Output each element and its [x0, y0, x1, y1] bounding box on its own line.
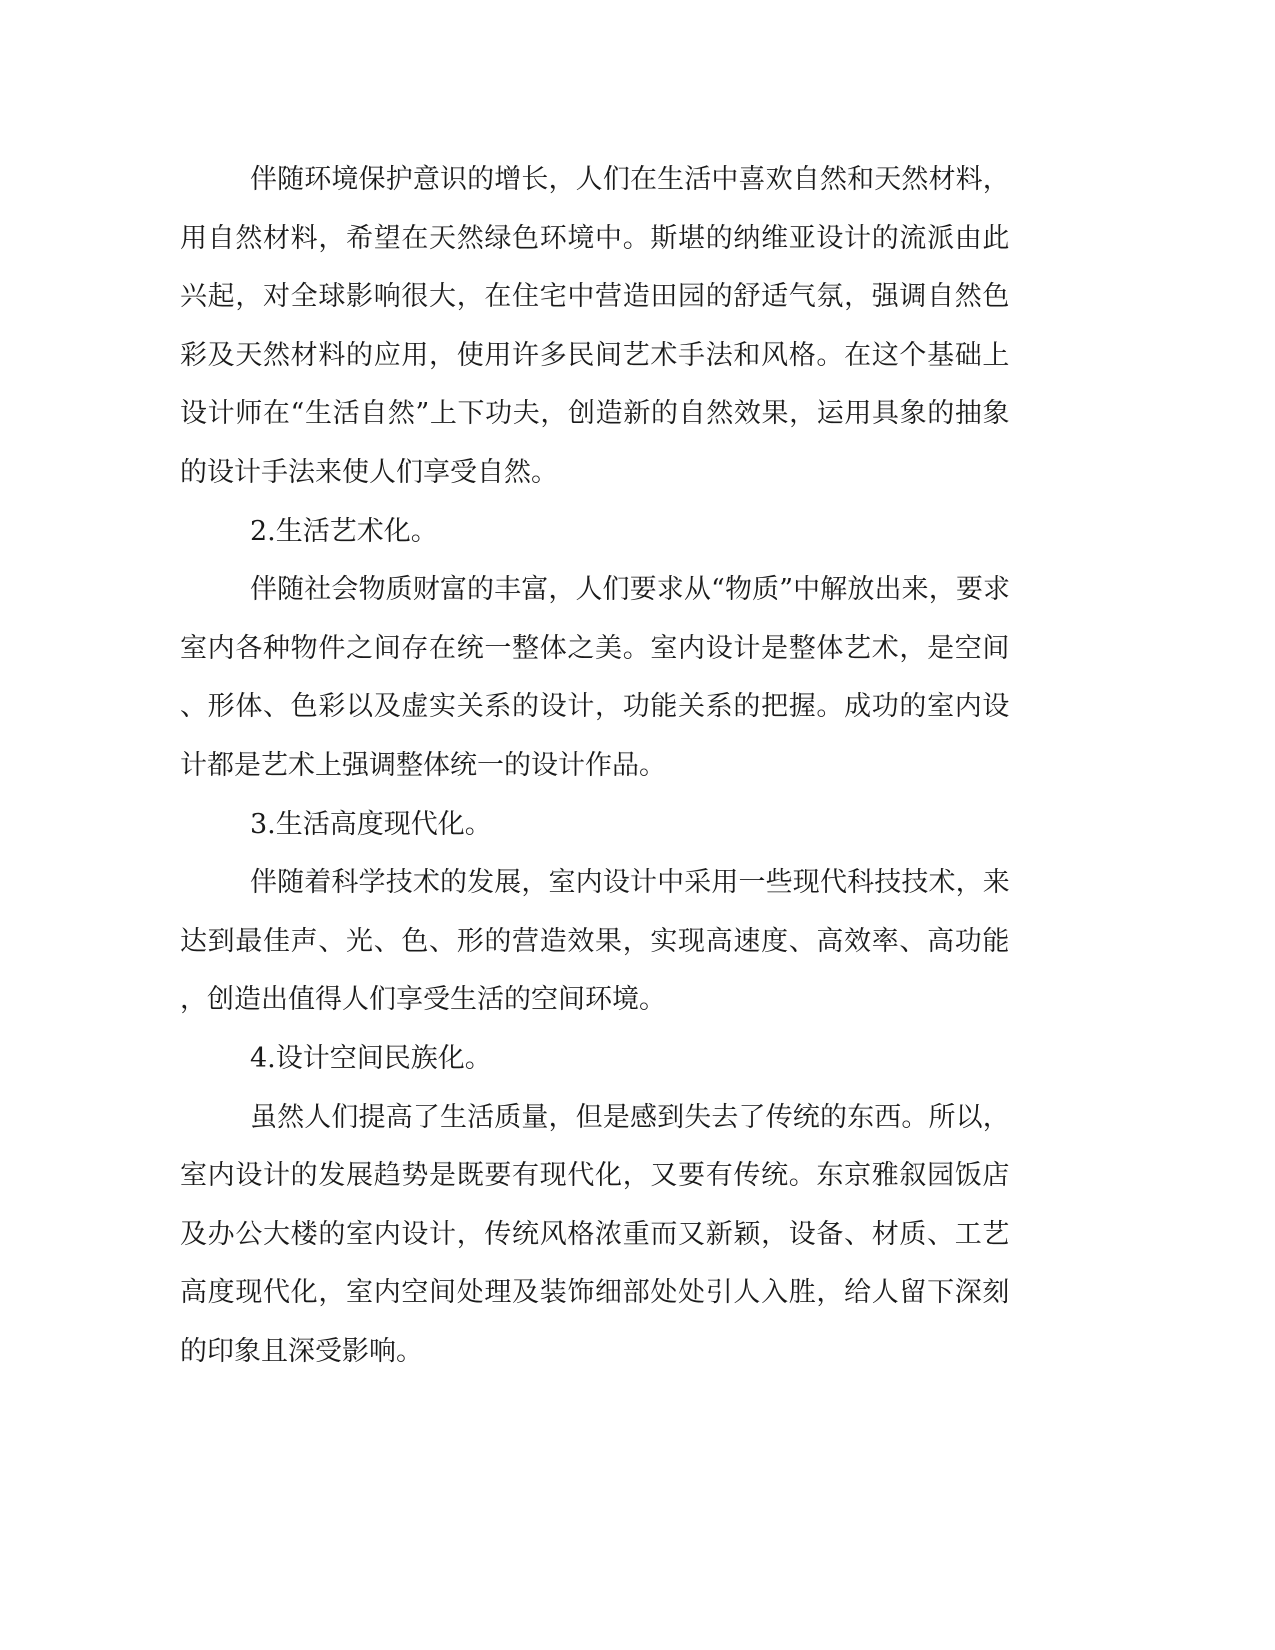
- paragraph-1-line-6: 的设计手法来使人们享受自然。: [180, 457, 558, 488]
- paragraph-1-line-5: 设计师在“生活自然”上下功夫，创造新的自然效果，运用具象的抽象: [180, 398, 1011, 430]
- paragraph-1-line-1: 伴随环境保护意识的增长，人们在生活中喜欢自然和天然材料，: [250, 164, 1010, 195]
- paragraph-3-line-1: 伴随着科学技术的发展，室内设计中采用一些现代科技技术，来: [250, 867, 1010, 899]
- paragraph-4-line-4: 高度现代化，室内空间处理及装饰细部处处引人入胜，给人留下深刻: [180, 1277, 1011, 1309]
- section-heading-2: 2.生活艺术化。: [250, 515, 438, 547]
- paragraph-3-line-2: 达到最佳声、光、色、形的营造效果，实现高速度、高效率、高功能: [180, 925, 1011, 957]
- section-heading-4: 4.设计空间民族化。: [250, 1043, 492, 1074]
- paragraph-1-line-2: 用自然材料，希望在天然绿色环境中。斯堪的纳维亚设计的流派由此: [180, 222, 1011, 254]
- paragraph-2-line-2: 室内各种物件之间存在统一整体之美。室内设计是整体艺术，是空间: [180, 632, 1011, 664]
- paragraph-2-line-3: 、形体、色彩以及虚实关系的设计，功能关系的把握。成功的室内设: [180, 691, 1011, 723]
- paragraph-2-line-4: 计都是艺术上强调整体统一的设计作品。: [180, 750, 666, 781]
- paragraph-1-line-3: 兴起，对全球影响很大，在住宅中营造田园的舒适气氛，强调自然色: [180, 281, 1011, 313]
- paragraph-4-line-1: 虽然人们提高了生活质量，但是感到失去了传统的东西。所以，: [250, 1101, 1010, 1133]
- paragraph-4-line-5: 的印象且深受影响。: [180, 1336, 423, 1367]
- paragraph-4-line-3: 及办公大楼的室内设计，传统风格浓重而又新颖，设备、材质、工艺: [180, 1218, 1011, 1250]
- paragraph-4-line-2: 室内设计的发展趋势是既要有现代化，又要有传统。东京雅叙园饭店: [180, 1160, 1011, 1192]
- paragraph-3-line-3: ，创造出值得人们享受生活的空间环境。: [180, 984, 666, 1016]
- paragraph-2-line-1: 伴随社会物质财富的丰富，人们要求从“物质”中解放出来，要求: [250, 574, 1011, 606]
- paragraph-1-line-4: 彩及天然材料的应用，使用许多民间艺术手法和风格。在这个基础上: [180, 339, 1011, 371]
- section-heading-3: 3.生活高度现代化。: [250, 808, 492, 840]
